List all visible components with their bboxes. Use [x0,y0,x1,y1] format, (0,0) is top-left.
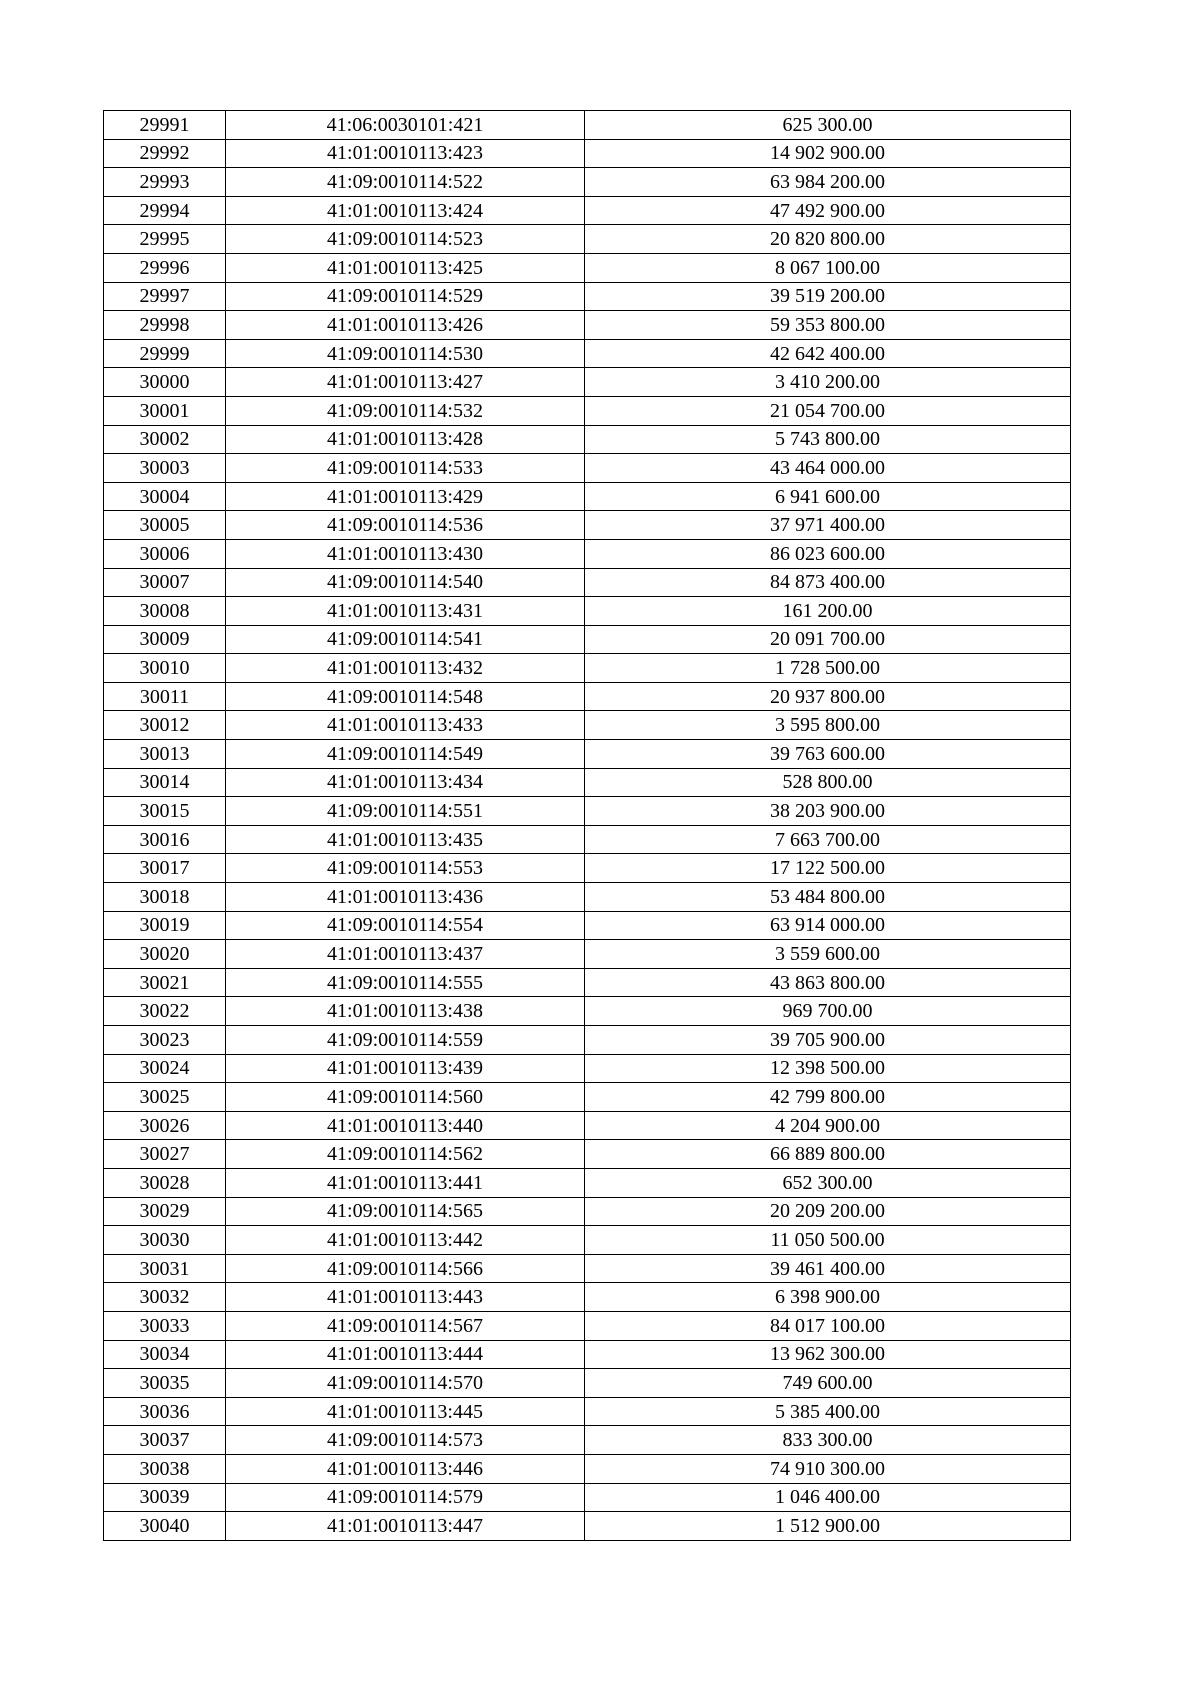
table-row [104,1426,1071,1455]
row-number-cell: 30030 [104,1226,226,1255]
table-row [104,111,1071,140]
cadastral-number-cell: 41:09:0010114:559 [226,1026,585,1055]
row-number-cell: 30006 [104,539,226,568]
cadastral-number-cell: 41:01:0010113:428 [226,425,585,454]
cadastral-number-cell: 41:09:0010114:553 [226,854,585,883]
cadastral-value-cell: 74 910 300.00 [585,1454,1071,1483]
cadastral-value-cell: 37 971 400.00 [585,511,1071,540]
table-row [104,1397,1071,1426]
cadastral-number-cell: 41:01:0010113:426 [226,311,585,340]
cadastral-value-cell: 42 642 400.00 [585,339,1071,368]
row-number-cell: 30033 [104,1311,226,1340]
cadastral-value-cell: 3 410 200.00 [585,368,1071,397]
cadastral-number-cell: 41:01:0010113:446 [226,1454,585,1483]
cadastral-number-cell: 41:01:0010113:441 [226,1168,585,1197]
cadastral-value-cell: 7 663 700.00 [585,825,1071,854]
row-number-cell: 30036 [104,1397,226,1426]
row-number-cell: 30016 [104,825,226,854]
cadastral-number-cell: 41:09:0010114:562 [226,1140,585,1169]
cadastral-number-cell: 41:09:0010114:540 [226,568,585,597]
table-row [104,1226,1071,1255]
cadastral-number-cell: 41:01:0010113:436 [226,883,585,912]
table-row [104,1083,1071,1112]
cadastral-number-cell: 41:09:0010114:533 [226,454,585,483]
row-number-cell: 30022 [104,997,226,1026]
cadastral-value-cell: 625 300.00 [585,111,1071,140]
table-row [104,1369,1071,1398]
cadastral-value-cell: 20 209 200.00 [585,1197,1071,1226]
row-number-cell: 30011 [104,682,226,711]
table-row [104,1111,1071,1140]
cadastral-number-cell: 41:09:0010114:536 [226,511,585,540]
table-row [104,482,1071,511]
cadastral-value-cell: 39 705 900.00 [585,1026,1071,1055]
cadastral-value-cell: 4 204 900.00 [585,1111,1071,1140]
cadastral-value-cell: 20 091 700.00 [585,625,1071,654]
cadastral-value-cell: 39 519 200.00 [585,282,1071,311]
row-number-cell: 30023 [104,1026,226,1055]
cadastral-number-cell: 41:09:0010114:529 [226,282,585,311]
table-row [104,1283,1071,1312]
cadastral-number-cell: 41:01:0010113:430 [226,539,585,568]
row-number-cell: 30014 [104,768,226,797]
table-row [104,1254,1071,1283]
cadastral-number-cell: 41:09:0010114:565 [226,1197,585,1226]
table-row [104,454,1071,483]
cadastral-number-cell: 41:09:0010114:549 [226,740,585,769]
table-row [104,225,1071,254]
cadastral-value-cell: 66 889 800.00 [585,1140,1071,1169]
row-number-cell: 30035 [104,1369,226,1398]
row-number-cell: 30007 [104,568,226,597]
cadastral-value-cell: 47 492 900.00 [585,196,1071,225]
row-number-cell: 30038 [104,1454,226,1483]
table-row [104,1340,1071,1369]
cadastral-value-cell: 39 461 400.00 [585,1254,1071,1283]
cadastral-value-cell: 20 820 800.00 [585,225,1071,254]
row-number-cell: 30008 [104,597,226,626]
row-number-cell: 29999 [104,339,226,368]
cadastral-value-cell: 59 353 800.00 [585,311,1071,340]
cadastral-value-cell: 17 122 500.00 [585,854,1071,883]
cadastral-value-cell: 1 728 500.00 [585,654,1071,683]
table-row [104,368,1071,397]
table-row [104,1168,1071,1197]
cadastral-value-cell: 21 054 700.00 [585,396,1071,425]
cadastral-number-cell: 41:09:0010114:548 [226,682,585,711]
row-number-cell: 29992 [104,139,226,168]
table-row [104,654,1071,683]
row-number-cell: 30032 [104,1283,226,1312]
table-row [104,597,1071,626]
cadastral-number-cell: 41:09:0010114:523 [226,225,585,254]
row-number-cell: 30026 [104,1111,226,1140]
cadastral-number-cell: 41:09:0010114:579 [226,1483,585,1512]
cadastral-number-cell: 41:01:0010113:437 [226,940,585,969]
table-row [104,139,1071,168]
cadastral-value-cell: 3 559 600.00 [585,940,1071,969]
cadastral-value-cell: 20 937 800.00 [585,682,1071,711]
row-number-cell: 29993 [104,168,226,197]
table-row [104,625,1071,654]
table-row [104,825,1071,854]
cadastral-number-cell: 41:09:0010114:554 [226,911,585,940]
table-row [104,1140,1071,1169]
cadastral-number-cell: 41:01:0010113:433 [226,711,585,740]
cadastral-number-cell: 41:09:0010114:532 [226,396,585,425]
cadastral-number-cell: 41:01:0010113:431 [226,597,585,626]
row-number-cell: 30003 [104,454,226,483]
cadastral-number-cell: 41:09:0010114:566 [226,1254,585,1283]
row-number-cell: 30000 [104,368,226,397]
table-row [104,854,1071,883]
row-number-cell: 30024 [104,1054,226,1083]
table-row [104,968,1071,997]
cadastral-number-cell: 41:01:0010113:439 [226,1054,585,1083]
cadastral-number-cell: 41:01:0010113:432 [226,654,585,683]
table-row [104,196,1071,225]
table-row [104,511,1071,540]
cadastral-number-cell: 41:01:0010113:424 [226,196,585,225]
row-number-cell: 30027 [104,1140,226,1169]
table-row [104,539,1071,568]
row-number-cell: 30005 [104,511,226,540]
table-row [104,168,1071,197]
cadastral-number-cell: 41:09:0010114:573 [226,1426,585,1455]
row-number-cell: 30018 [104,883,226,912]
cadastral-value-cell: 969 700.00 [585,997,1071,1026]
table-row [104,740,1071,769]
cadastral-value-cell: 5 385 400.00 [585,1397,1071,1426]
row-number-cell: 29996 [104,253,226,282]
row-number-cell: 30015 [104,797,226,826]
row-number-cell: 29991 [104,111,226,140]
cadastral-number-cell: 41:01:0010113:427 [226,368,585,397]
cadastral-value-cell: 1 512 900.00 [585,1512,1071,1541]
cadastral-value-cell: 84 873 400.00 [585,568,1071,597]
table-row [104,1512,1071,1541]
cadastral-value-cell: 43 863 800.00 [585,968,1071,997]
cadastral-value-cell: 833 300.00 [585,1426,1071,1455]
cadastral-value-cell: 11 050 500.00 [585,1226,1071,1255]
table-row [104,253,1071,282]
cadastral-value-cell: 161 200.00 [585,597,1071,626]
cadastral-number-cell: 41:09:0010114:522 [226,168,585,197]
cadastral-value-cell: 13 962 300.00 [585,1340,1071,1369]
table-row [104,768,1071,797]
table-row [104,940,1071,969]
row-number-cell: 30013 [104,740,226,769]
table-row [104,1483,1071,1512]
cadastral-number-cell: 41:01:0010113:425 [226,253,585,282]
row-number-cell: 30021 [104,968,226,997]
row-number-cell: 30012 [104,711,226,740]
row-number-cell: 29997 [104,282,226,311]
row-number-cell: 30019 [104,911,226,940]
cadastral-value-cell: 8 067 100.00 [585,253,1071,282]
row-number-cell: 30009 [104,625,226,654]
table-row [104,997,1071,1026]
cadastral-number-cell: 41:01:0010113:438 [226,997,585,1026]
row-number-cell: 30010 [104,654,226,683]
cadastral-number-cell: 41:09:0010114:560 [226,1083,585,1112]
table-row [104,396,1071,425]
table-row [104,339,1071,368]
row-number-cell: 30028 [104,1168,226,1197]
table-row [104,568,1071,597]
cadastral-number-cell: 41:09:0010114:530 [226,339,585,368]
row-number-cell: 30002 [104,425,226,454]
cadastral-number-cell: 41:09:0010114:567 [226,1311,585,1340]
table-row [104,1026,1071,1055]
table-row [104,682,1071,711]
cadastral-value-cell: 53 484 800.00 [585,883,1071,912]
table-row [104,1454,1071,1483]
row-number-cell: 30020 [104,940,226,969]
table-row [104,311,1071,340]
cadastral-value-cell: 84 017 100.00 [585,1311,1071,1340]
row-number-cell: 30025 [104,1083,226,1112]
row-number-cell: 30029 [104,1197,226,1226]
row-number-cell: 30037 [104,1426,226,1455]
cadastral-number-cell: 41:01:0010113:443 [226,1283,585,1312]
cadastral-value-cell: 652 300.00 [585,1168,1071,1197]
cadastral-value-cell: 528 800.00 [585,768,1071,797]
cadastral-value-cell: 43 464 000.00 [585,454,1071,483]
row-number-cell: 30031 [104,1254,226,1283]
row-number-cell: 30040 [104,1512,226,1541]
row-number-cell: 30001 [104,396,226,425]
table-row [104,911,1071,940]
cadastral-value-cell: 86 023 600.00 [585,539,1071,568]
row-number-cell: 29995 [104,225,226,254]
row-number-cell: 29994 [104,196,226,225]
cadastral-value-cell: 5 743 800.00 [585,425,1071,454]
cadastral-value-cell: 6 941 600.00 [585,482,1071,511]
table-row [104,1197,1071,1226]
cadastral-value-cell: 6 398 900.00 [585,1283,1071,1312]
cadastral-value-cell: 3 595 800.00 [585,711,1071,740]
cadastral-number-cell: 41:06:0030101:421 [226,111,585,140]
table-row [104,1311,1071,1340]
cadastral-number-cell: 41:09:0010114:541 [226,625,585,654]
cadastral-number-cell: 41:09:0010114:555 [226,968,585,997]
table-body [104,111,1071,1541]
row-number-cell: 30034 [104,1340,226,1369]
cadastral-number-cell: 41:01:0010113:429 [226,482,585,511]
row-number-cell: 30017 [104,854,226,883]
cadastral-value-cell: 63 984 200.00 [585,168,1071,197]
cadastral-number-cell: 41:01:0010113:442 [226,1226,585,1255]
cadastral-number-cell: 41:01:0010113:444 [226,1340,585,1369]
table-row [104,711,1071,740]
cadastral-value-cell: 12 398 500.00 [585,1054,1071,1083]
cadastral-value-cell: 39 763 600.00 [585,740,1071,769]
cadastral-number-cell: 41:01:0010113:434 [226,768,585,797]
cadastral-value-cell: 14 902 900.00 [585,139,1071,168]
row-number-cell: 30039 [104,1483,226,1512]
table-row [104,1054,1071,1083]
cadastral-number-cell: 41:09:0010114:551 [226,797,585,826]
cadastral-value-cell: 1 046 400.00 [585,1483,1071,1512]
cadastral-number-cell: 41:01:0010113:447 [226,1512,585,1541]
cadastral-number-cell: 41:01:0010113:423 [226,139,585,168]
table-row [104,282,1071,311]
cadastral-number-cell: 41:01:0010113:445 [226,1397,585,1426]
cadastral-number-cell: 41:01:0010113:435 [226,825,585,854]
cadastral-value-cell: 749 600.00 [585,1369,1071,1398]
cadastral-number-cell: 41:01:0010113:440 [226,1111,585,1140]
table-row [104,797,1071,826]
table-row [104,883,1071,912]
cadastral-value-cell: 63 914 000.00 [585,911,1071,940]
row-number-cell: 29998 [104,311,226,340]
cadastral-number-cell: 41:09:0010114:570 [226,1369,585,1398]
cadastral-value-table [103,110,1071,1541]
row-number-cell: 30004 [104,482,226,511]
cadastral-value-cell: 42 799 800.00 [585,1083,1071,1112]
table-row [104,425,1071,454]
cadastral-value-cell: 38 203 900.00 [585,797,1071,826]
